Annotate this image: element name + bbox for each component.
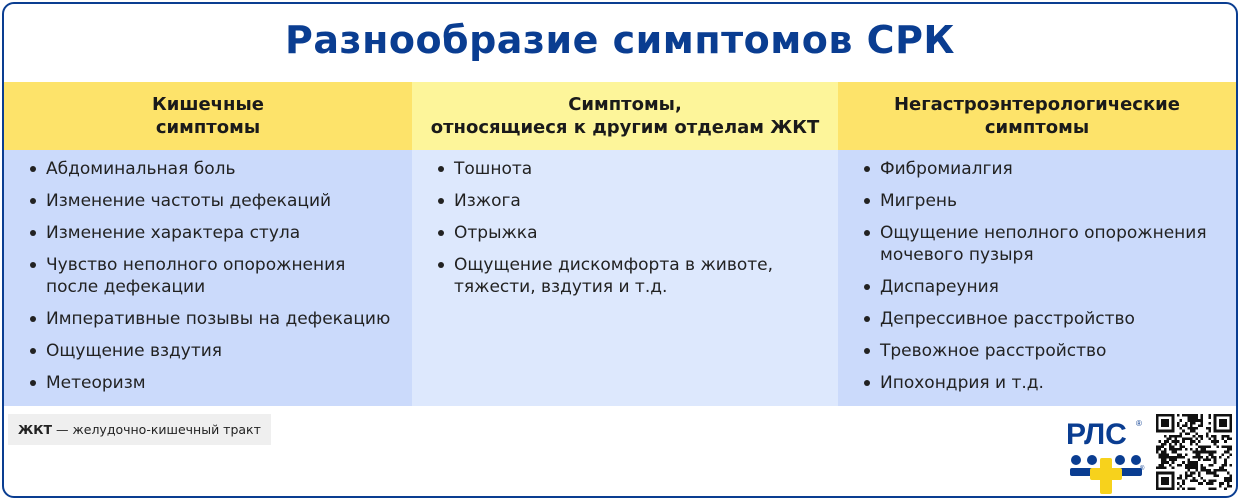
symptom-list xyxy=(436,158,824,298)
rls-logo xyxy=(1062,414,1146,494)
list-item xyxy=(28,158,398,180)
list-item-text: Метеоризм xyxy=(46,373,146,393)
bullet-icon xyxy=(438,262,444,268)
bullet-icon xyxy=(30,262,36,268)
list-item-text: Изменение характера стула xyxy=(46,223,301,243)
qr-code-icon xyxy=(1156,414,1232,490)
list-item-text: Ощущение вздутия xyxy=(46,341,223,361)
footnote-abbr: ЖКТ xyxy=(18,422,53,437)
list-item-text: Мигрень xyxy=(880,191,958,211)
logo-registered-mark-small: ® xyxy=(1140,466,1145,472)
column-body-non-gastro xyxy=(838,150,1236,406)
bullet-icon xyxy=(864,230,870,236)
symptom-list xyxy=(862,158,1222,394)
list-item xyxy=(862,222,1222,266)
bullet-icon xyxy=(30,198,36,204)
bullet-icon xyxy=(438,230,444,236)
list-item-text: Фибромиалгия xyxy=(880,159,1013,179)
column-body-intestinal xyxy=(4,150,412,406)
list-item xyxy=(28,340,398,362)
list-item xyxy=(28,190,398,212)
logo-text: РЛС xyxy=(1066,418,1127,451)
logo-registered-mark: ® xyxy=(1136,419,1142,428)
symptom-list xyxy=(28,158,398,394)
list-item-text: Императивные позывы на дефекацию xyxy=(46,309,391,329)
infographic-frame xyxy=(2,2,1238,498)
list-item-text: Тревожное расстройство xyxy=(880,341,1107,361)
bullet-icon xyxy=(864,284,870,290)
list-item xyxy=(862,276,1222,298)
bullet-icon xyxy=(30,230,36,236)
list-item xyxy=(862,372,1222,394)
bullet-icon xyxy=(438,166,444,172)
footnote-text: — желудочно-кишечный тракт xyxy=(52,422,261,437)
list-item xyxy=(436,190,824,212)
list-item xyxy=(436,222,824,244)
page-title: Разнообразие симптомов СРК xyxy=(285,18,955,62)
bullet-icon xyxy=(30,166,36,172)
list-item xyxy=(28,308,398,330)
list-item-text: Ипохондрия и т.д. xyxy=(880,373,1044,393)
footnote xyxy=(8,414,271,445)
column-header-non-gastro: Негастроэнтерологические симптомы xyxy=(838,82,1236,150)
list-item-text: Ощущение неполного опорожнения мочевого пузыря xyxy=(880,223,1207,265)
list-item xyxy=(862,340,1222,362)
bullet-icon xyxy=(30,380,36,386)
list-item xyxy=(862,190,1222,212)
bullet-icon xyxy=(864,198,870,204)
list-item-text: Отрыжка xyxy=(454,223,538,243)
list-item xyxy=(28,254,398,298)
bullet-icon xyxy=(438,198,444,204)
list-item xyxy=(862,308,1222,330)
list-item-text: Ощущение дискомфорта в животе, тяжести, вздутия и т.д. xyxy=(454,255,774,297)
column-body-gi-other xyxy=(412,150,838,406)
list-item-text: Тошнота xyxy=(454,159,533,179)
list-item-text: Изменение частоты дефекаций xyxy=(46,191,332,211)
column-header-gi-other: Симптомы, относящиеся к другим отделам ЖКТ xyxy=(412,82,838,150)
list-item-text: Изжога xyxy=(454,191,521,211)
bullet-icon xyxy=(864,380,870,386)
list-item xyxy=(862,158,1222,180)
list-item xyxy=(436,158,824,180)
bullet-icon xyxy=(864,166,870,172)
bullet-icon xyxy=(864,348,870,354)
list-item-text: Чувство неполного опорожнения после дефекации xyxy=(46,255,346,297)
bullet-icon xyxy=(30,348,36,354)
list-item-text: Депрессивное расстройство xyxy=(880,309,1135,329)
list-item xyxy=(436,254,824,298)
list-item xyxy=(28,222,398,244)
list-item-text: Диспареуния xyxy=(880,277,999,297)
bullet-icon xyxy=(30,316,36,322)
list-item xyxy=(28,372,398,394)
bullet-icon xyxy=(864,316,870,322)
list-item-text: Абдоминальная боль xyxy=(46,159,236,179)
column-header-intestinal: Кишечные симптомы xyxy=(4,82,412,150)
